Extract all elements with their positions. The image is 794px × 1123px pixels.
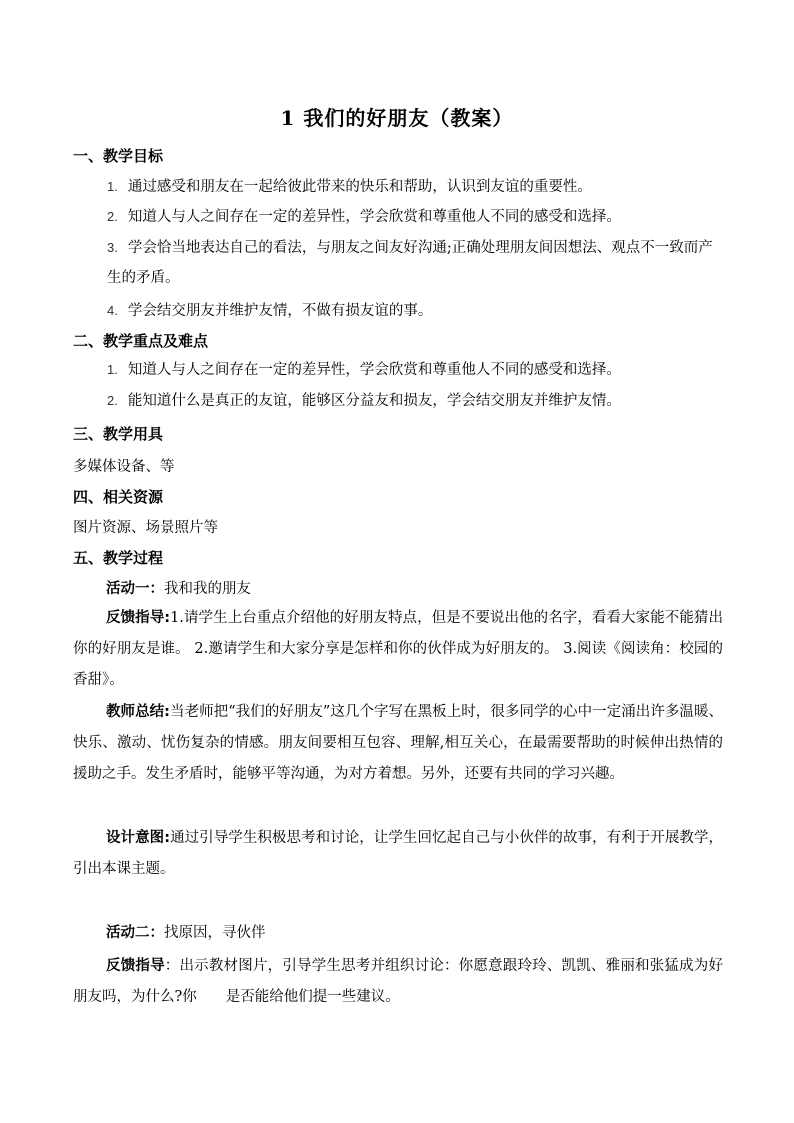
section-heading-keypoints: 二、教学重点及难点 <box>73 332 209 350</box>
summary-text: 当老师把“我们的好朋友”这几个字写在黑板上时，很多同学的心中一定涌出许多温暖、快乐、激动、忧伤复杂的情感。朋友间要相互包容、理解,相互关心，在最需要帮助的时候伸出热情的援助之手。发生矛盾时，能够平等沟通，为对方着想。另外，还要有共同的学习兴趣。 <box>73 704 723 782</box>
intent-label: 设计意图: <box>106 830 171 846</box>
summary-label: 教师总结: <box>106 704 170 720</box>
keypoint-item-2 <box>107 386 727 416</box>
feedback-text: 1.请学生上台重点介绍他的好朋友特点，但是不要说出他的名字，看看大家能不能猜出你的好朋友是谁。 2.邀请学生和大家分享是怎样和你的伙伴成为好朋友的。 3.阅读《阅读角：校园的香甜》。 <box>73 610 723 688</box>
list-item-text: 知道人与人之间存在一定的差异性，学会欣赏和尊重他人不同的感受和选择。 <box>127 209 621 225</box>
list-number: 1. <box>107 179 118 194</box>
activity-1-intent <box>73 823 723 885</box>
feedback-label: 反馈指导 <box>106 958 165 974</box>
activity-1-feedback <box>73 603 723 696</box>
activity-label: 活动一： <box>106 581 164 597</box>
list-number: 2. <box>107 393 118 408</box>
goal-item-1 <box>107 172 727 202</box>
intent-text: 通过引导学生积极思考和讨论，让学生回忆起自己与小伙伴的故事，有利于开展教学，引出本课主题。 <box>73 830 723 877</box>
list-number: 3. <box>107 240 118 255</box>
list-number: 1. <box>107 362 118 377</box>
activity-title: 找原因，寻伙伴 <box>164 925 266 941</box>
section-heading-process: 五、教学过程 <box>73 549 164 567</box>
activity-1-summary <box>73 697 723 790</box>
activity-1-heading <box>106 577 251 598</box>
feedback-text: ：出示教材图片，引导学生思考并组织讨论：你愿意跟玲玲、凯凯、雅丽和张猛成为好朋友吗，为什么?你 是否能给他们提一些建议。 <box>73 958 723 1005</box>
list-item-text: 知道人与人之间存在一定的差异性，学会欣赏和尊重他人不同的感受和选择。 <box>127 362 621 378</box>
activity-2-feedback <box>73 951 723 1013</box>
list-item-text: 通过感受和朋友在一起给彼此带来的快乐和帮助，认识到友谊的重要性。 <box>127 179 592 195</box>
keypoint-item-1 <box>107 355 727 385</box>
page-title: 1 我们的好朋友（教案） <box>280 106 514 130</box>
list-number: 4. <box>107 303 118 318</box>
activity-title: 我和我的朋友 <box>164 581 251 597</box>
list-item-text: 学会恰当地表达自己的看法，与朋友之间友好沟通;正确处理朋友间因想法、观点不一致而产生的矛盾。 <box>107 240 713 286</box>
list-item-text: 能知道什么是真正的友谊，能够区分益友和损友，学会结交朋友并维护友情。 <box>127 393 621 409</box>
goal-item-4 <box>107 296 727 326</box>
list-number: 2. <box>107 209 118 224</box>
section-heading-tools: 三、教学用具 <box>73 425 164 443</box>
goal-item-2 <box>107 202 727 232</box>
list-item-text: 学会结交朋友并维护友情，不做有损友谊的事。 <box>127 303 433 319</box>
goal-item-3 <box>107 233 725 293</box>
section-heading-resources: 四、相关资源 <box>73 488 164 506</box>
activity-label: 活动二： <box>106 925 164 941</box>
activity-2-heading <box>106 921 266 942</box>
feedback-label: 反馈指导: <box>106 610 171 626</box>
tools-text: 多媒体设备、等 <box>73 459 175 475</box>
resources-text: 图片资源、场景照片等 <box>73 520 218 536</box>
section-heading-goals: 一、教学目标 <box>73 147 164 165</box>
